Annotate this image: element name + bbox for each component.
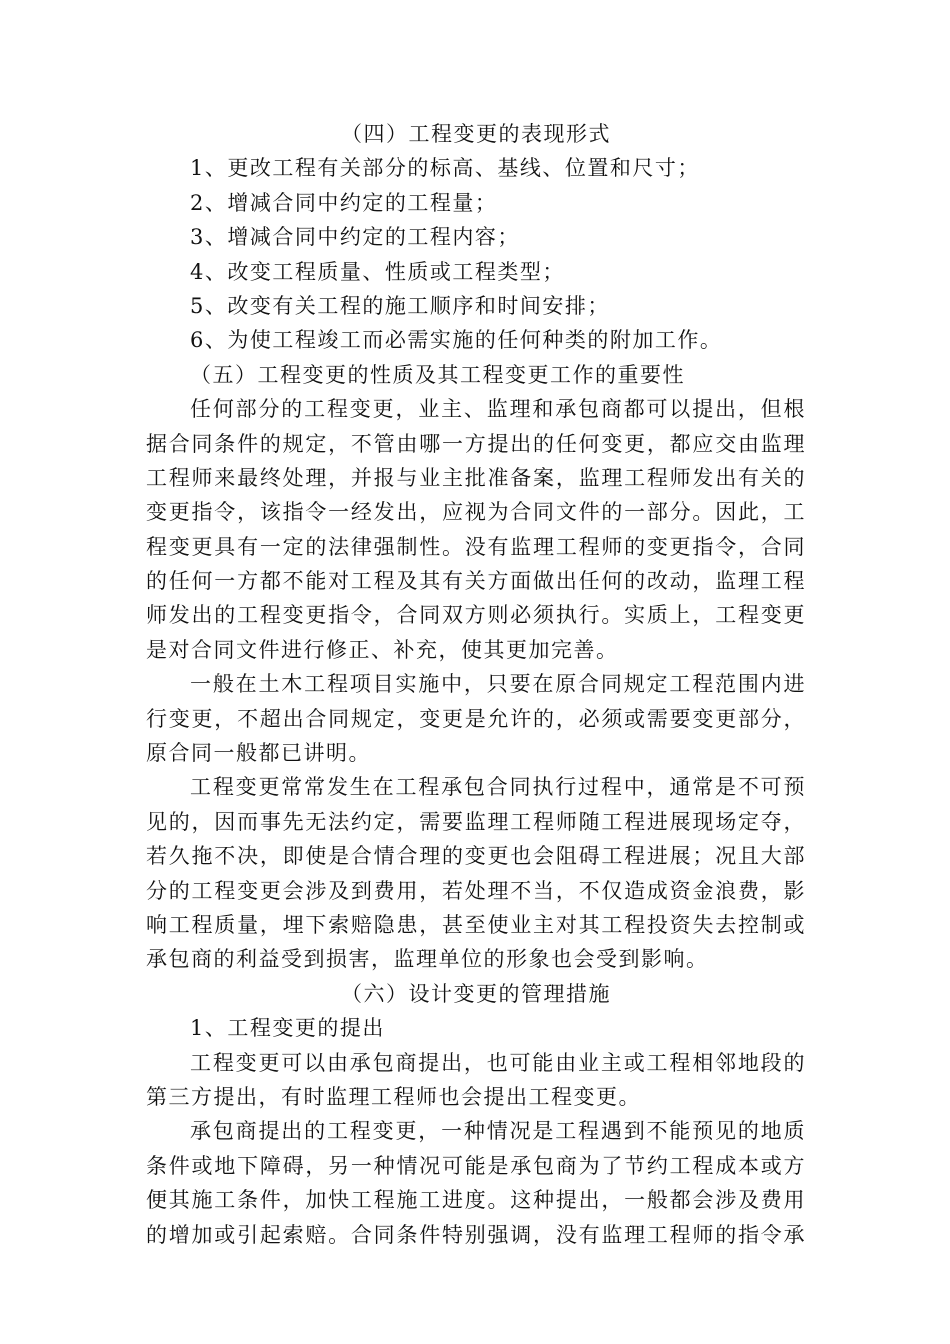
paragraph-line: 承包商的利益受到损害，监理单位的形象也会受到影响。 <box>146 947 709 972</box>
section-heading: （五）工程变更的性质及其工程变更工作的重要性 <box>190 362 685 387</box>
paragraph-line: 工程变更常常发生在工程承包合同执行过程中，通常是不可预 <box>190 775 806 800</box>
list-item: 6、为使工程竣工而必需实施的任何种类的附加工作。 <box>190 328 723 353</box>
list-item: 2、增减合同中约定的工程量； <box>190 190 498 215</box>
paragraph-line: 行变更，不超出合同规定，变更是允许的，必须或需要变更部分， <box>146 706 806 731</box>
paragraph-line: 程变更具有一定的法律强制性。没有监理工程师的变更指令，合同 <box>146 534 806 559</box>
paragraph-line: 条件或地下障碍，另一种情况可能是承包商为了节约工程成本或方 <box>146 1153 806 1178</box>
section-heading: （六）设计变更的管理措施 <box>341 981 611 1006</box>
paragraph-line: 的增加或引起索赔。合同条件特别强调，没有监理工程师的指令承 <box>146 1222 806 1247</box>
list-item: 1、工程变更的提出 <box>190 1016 385 1041</box>
paragraph-line: 据合同条件的规定，不管由哪一方提出的任何变更，都应交由监理 <box>146 431 806 456</box>
paragraph-line: 工程师来最终处理，并报与业主批准备案，监理工程师发出有关的 <box>146 465 806 490</box>
paragraph-line: 任何部分的工程变更，业主、监理和承包商都可以提出，但根 <box>190 397 806 422</box>
paragraph-line: 原合同一般都已讲明。 <box>146 741 371 766</box>
list-item: 5、改变有关工程的施工顺序和时间安排； <box>190 293 610 318</box>
list-item: 1、更改工程有关部分的标高、基线、位置和尺寸； <box>190 156 700 181</box>
paragraph-line: 是对合同文件进行修正、补充，使其更加完善。 <box>146 637 619 662</box>
list-item: 4、改变工程质量、性质或工程类型； <box>190 259 565 284</box>
paragraph-line: 一般在土木工程项目实施中，只要在原合同规定工程范围内进 <box>190 672 806 697</box>
list-item: 3、增减合同中约定的工程内容； <box>190 225 520 250</box>
paragraph-line: 第三方提出，有时监理工程师也会提出工程变更。 <box>146 1084 641 1109</box>
paragraph-line: 师发出的工程变更指令，合同双方则必须执行。实质上，工程变更 <box>146 603 806 628</box>
paragraph-line: 若久拖不决，即使是合情合理的变更也会阻碍工程进展；况且大部 <box>146 844 806 869</box>
section-heading: （四）工程变更的表现形式 <box>341 122 611 146</box>
paragraph-line: 响工程质量，埋下索赔隐患，甚至使业主对其工程投资失去控制或 <box>146 912 806 937</box>
document-body <box>146 117 806 1252</box>
paragraph-line: 变更指令，该指令一经发出，应视为合同文件的一部分。因此，工 <box>146 500 806 525</box>
paragraph-line: 的任何一方都不能对工程及其有关方面做出任何的改动，监理工程 <box>146 569 806 594</box>
paragraph-line: 分的工程变更会涉及到费用，若处理不当，不仅造成资金浪费，影 <box>146 878 806 903</box>
paragraph-line: 便其施工条件，加快工程施工进度。这种提出，一般都会涉及费用 <box>146 1188 806 1213</box>
paragraph-line: 工程变更可以由承包商提出，也可能由业主或工程相邻地段的 <box>190 1050 806 1075</box>
paragraph-line: 见的，因而事先无法约定，需要监理工程师随工程进展现场定夺， <box>146 809 806 834</box>
paragraph-line: 承包商提出的工程变更，一种情况是工程遇到不能预见的地质 <box>190 1119 806 1144</box>
